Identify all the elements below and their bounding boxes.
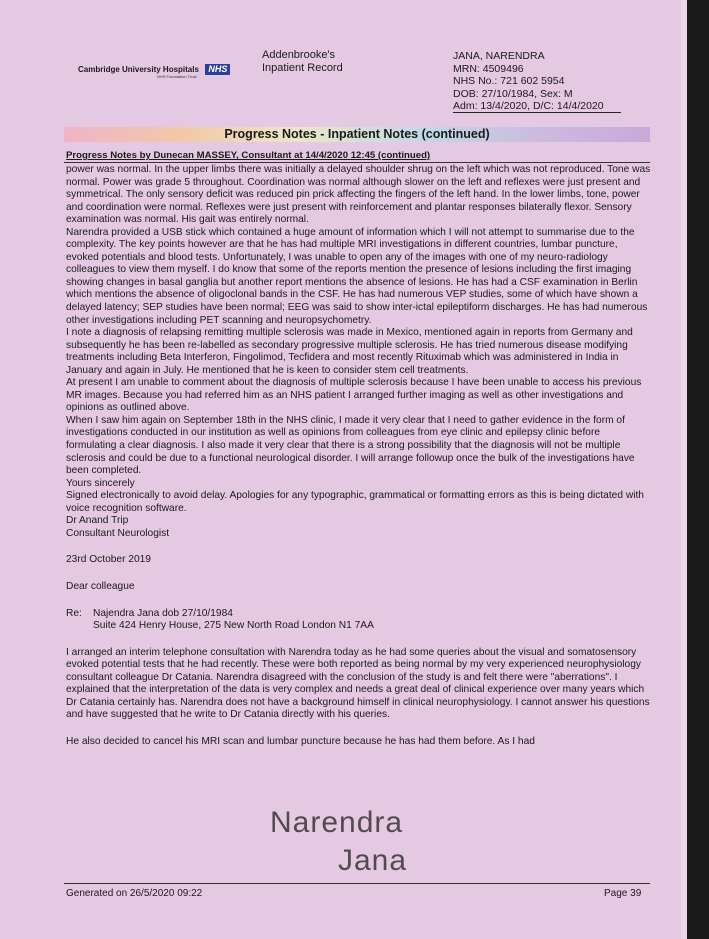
hospital-name: Cambridge University Hospitals xyxy=(78,65,199,75)
paragraph-examination: power was normal. In the upper limbs there was initially a delayed shoulder shrug on the left which was not reproduced. Tone was normal. Power was grade 5 throughout. Coordination was normal although slower on the left and reflexes were just present and symmetrical. The only sensory deficit was reduced pin prick affecting the fingers of the left hand. In the lower limbs, tone, power and coordination were normal. Reflexes were just present with reinforcement and plantar responses bilaterally flexor. Sensory examination was normal. His gait was entirely normal. xyxy=(66,164,651,226)
patient-details xyxy=(453,50,621,113)
section-title: Progress Notes - Inpatient Notes (continued) xyxy=(224,127,490,141)
letter-salutation: Dear colleague xyxy=(66,580,135,592)
name-watermark-second-line: Jana xyxy=(338,844,408,877)
record-title-line1: Addenbrooke's xyxy=(262,49,336,61)
patient-admission: Adm: 13/4/2020, D/C: 14/4/2020 xyxy=(453,100,604,113)
paragraph-usb-stick: Narendra provided a USB stick which contained a huge amount of information which I will not attempt to summarise due to the complexity. The key points however are that he has had multiple MRI investigations in different countries, lumbar puncture, evoked potentials and blood tests. Unfortunately, I was unable to open any of the images with one of my neuro-radiology colleagues to view them myself. I do know that some of the reports mention the presence of lesions including the first imaging showing changes in basal ganglia but another report mentions the absence of lesions. He has had a CSF examination in Berlin which mentions the absence of oligoclonal bands in the CSF. He has had numerous VEP studies, some of which have shown a delayed latency; SEP studies have been normal; EEG was said to show inter-ictal epileptiform discharges. He has had numerous other investigations including PET scanning and neuropsychometry. xyxy=(66,226,648,326)
patient-underline xyxy=(453,112,621,113)
notes-body xyxy=(66,164,652,748)
letter-paragraph-mri: He also decided to cancel his MRI scan and lumbar puncture because he has had them before. As I had xyxy=(66,735,535,747)
scan-edge-bar xyxy=(687,0,709,939)
re-label: Re: xyxy=(66,607,82,619)
hospital-logo-block xyxy=(78,61,258,79)
re-patient-line: Najendra Jana dob 27/10/1984 xyxy=(93,607,233,619)
paragraph-september: When I saw him again on September 18th in the NHS clinic, I made it very clear that I need to gather evidence in the form of investigations conducted in our institution as well as opinions from colleagues from eye clinic and epilepsy clinic before formulating a clear diagnosis. I also made it very clear that there is a strong possibility that the diagnosis will not be multiple sclerosis and could be due to a functional neurological disorder. I will arrange followup once the bulk of the investigations have been completed. xyxy=(66,414,635,477)
letter-date: 23rd October 2019 xyxy=(66,554,151,566)
signatory-role: Consultant Neurologist xyxy=(66,527,170,539)
record-title xyxy=(262,49,343,75)
patient-name: JANA, NARENDRA xyxy=(453,50,545,62)
letter-paragraph-consultation: I arranged an interim telephone consultation with Narendra today as he had some queries about the visual and somatosensory evoked potential tests that he had recently. These were both reported as being normal by my very experienced neurophysiology consultant colleague Dr Catania. Narendra disagreed with the conclusion of the study is and felt there were "aberrations". I explained that the interpretation of the data is very complex and needs a great deal of clinical experience over many years which Dr Catania certainly has. Narendra does not have a background himself in clinical neurophysiology. I cannot answer his questions and have suggested that he write to Dr Catania directly with his queries. xyxy=(66,646,650,721)
subheading-rule xyxy=(64,162,650,163)
name-watermark: Narendra xyxy=(270,806,404,839)
trust-name: NHS Foundation Trust xyxy=(157,74,197,79)
patient-dob: DOB: 27/10/1984, Sex: M xyxy=(453,87,573,100)
paragraph-at-present: At present I am unable to comment about the diagnosis of multiple sclerosis because I have been unable to access his previous MR images. Because you had referred him as an NHS patient I arranged further imaging as well as other investigations and opinions as outlined above. xyxy=(66,377,642,414)
signed-electronically: Signed electronically to avoid delay. Apologies for any typographic, grammatical or formatting errors as this is being dictated with voice recognition software. xyxy=(66,490,644,514)
re-address-line: Suite 424 Henry House, 275 New North Road London N1 7AA xyxy=(93,620,374,632)
record-title-line2: Inpatient Record xyxy=(262,62,343,74)
signatory-name: Dr Anand Trip xyxy=(66,515,129,527)
paragraph-diagnosis: I note a diagnosis of relapsing remitting multiple sclerosis was made in Mexico, mentioned again in reports from Germany and subsequently he has been re-labelled as secondary progressive multiple sclerosis. He has tried numerous disease modifying treatments including Beta Interferon, Fingolimod, Tecfidera and most recently Rituximab which was administered in India in January and again in July. He mentioned that he is keen to consider stem cell treatments. xyxy=(66,327,633,376)
footer-page-number: Page 39 xyxy=(604,888,642,899)
footer-generated: Generated on 26/5/2020 09:22 xyxy=(66,888,203,899)
letter-re-block xyxy=(66,608,652,633)
closing-sincerely: Yours sincerely xyxy=(66,477,135,489)
patient-mrn: MRN: 4509496 xyxy=(453,62,524,75)
patient-nhs-number: NHS No.: 721 602 5954 xyxy=(453,75,565,88)
notes-subheading: Progress Notes by Dunecan MASSEY, Consultant at 14/4/2020 12:45 (continued) xyxy=(66,150,431,161)
nhs-logo: NHS xyxy=(205,64,230,75)
footer-rule xyxy=(64,883,650,884)
